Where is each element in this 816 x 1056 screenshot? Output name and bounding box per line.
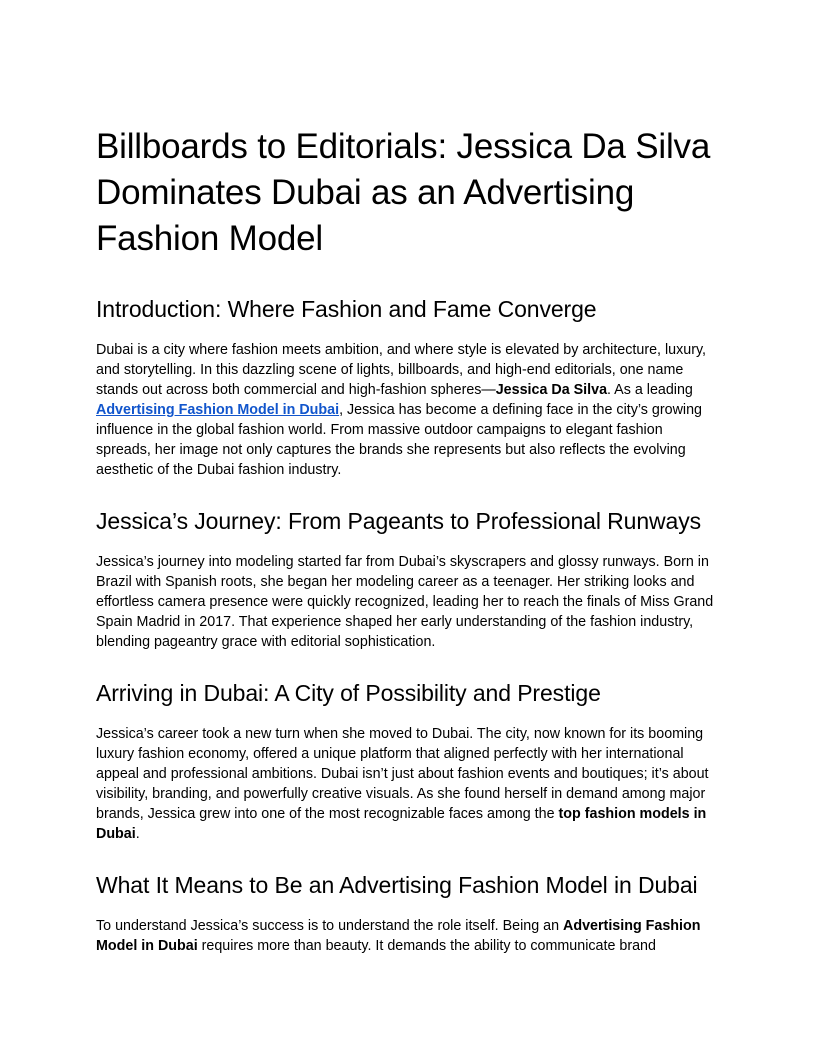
paragraph-text: Jessica’s career took a new turn when she moved to Dubai. The city, now known for its booming luxury fashion economy, offered a unique platform that aligned perfectly with her international appeal and professional ambitions. Dubai isn’t just about fashion events and boutiques; it’s about visibility, branding, and powerfully creative visuals. As she found herself in demand among major brands, Jessica grew into one of the most recognizable faces among the	[96, 726, 709, 822]
advertising-model-link[interactable]: Advertising Fashion Model in Dubai	[96, 402, 340, 418]
paragraph-role	[96, 916, 720, 956]
paragraph-text: . As a leading	[607, 382, 693, 398]
paragraph-text: Dubai is a city where fashion meets ambition, and where style is elevated by architecture, luxury, and storytelling. In this dazzling scene of lights, billboards, and high-end editorials, one name stands out across both commercial and high-fashion spheres—	[96, 342, 707, 398]
paragraph-arriving	[96, 724, 720, 844]
paragraph-journey: Jessica’s journey into modeling started far from Dubai’s skyscrapers and glossy runways. Born in Brazil with Spanish roots, she began her modeling career as a teenager. Her striking looks and effortless camera presence were quickly recognized, leading her to reach the finals of Miss Grand Spain Madrid in 2017. That experience shaped her early understanding of the fashion industry, blending pageantry grace with editorial sophistication.	[96, 554, 714, 650]
document-page	[96, 124, 720, 982]
bold-name: Jessica Da Silva	[495, 382, 608, 398]
paragraph-text: .	[135, 826, 140, 842]
paragraph-text: , Jessica has become a defining face in the city’s growing influence in the global fashion world. From massive outdoor campaigns to elegant fashion spreads, her image not only captures the brands she represents but also reflects the evolving aesthetic of the Dubai fashion industry.	[96, 402, 702, 478]
bold-phrase: top fashion models in Dubai	[96, 806, 707, 842]
paragraph-introduction	[96, 340, 720, 480]
section-heading-journey: Jessica’s Journey: From Pageants to Professional Runways	[96, 508, 702, 534]
bold-phrase: Advertising Fashion Model in Dubai	[96, 918, 701, 954]
section-heading-role: What It Means to Be an Advertising Fashion Model in Dubai	[96, 872, 698, 898]
paragraph-text: To understand Jessica’s success is to understand the role itself. Being an	[96, 918, 564, 934]
section-heading-introduction: Introduction: Where Fashion and Fame Converge	[96, 296, 597, 322]
document-title: Billboards to Editorials: Jessica Da Silva Dominates Dubai as an Advertising Fashion Model	[96, 127, 711, 258]
section-heading-arriving: Arriving in Dubai: A City of Possibility and Prestige	[96, 680, 601, 706]
paragraph-text: requires more than beauty. It demands the ability to communicate brand	[197, 938, 656, 954]
